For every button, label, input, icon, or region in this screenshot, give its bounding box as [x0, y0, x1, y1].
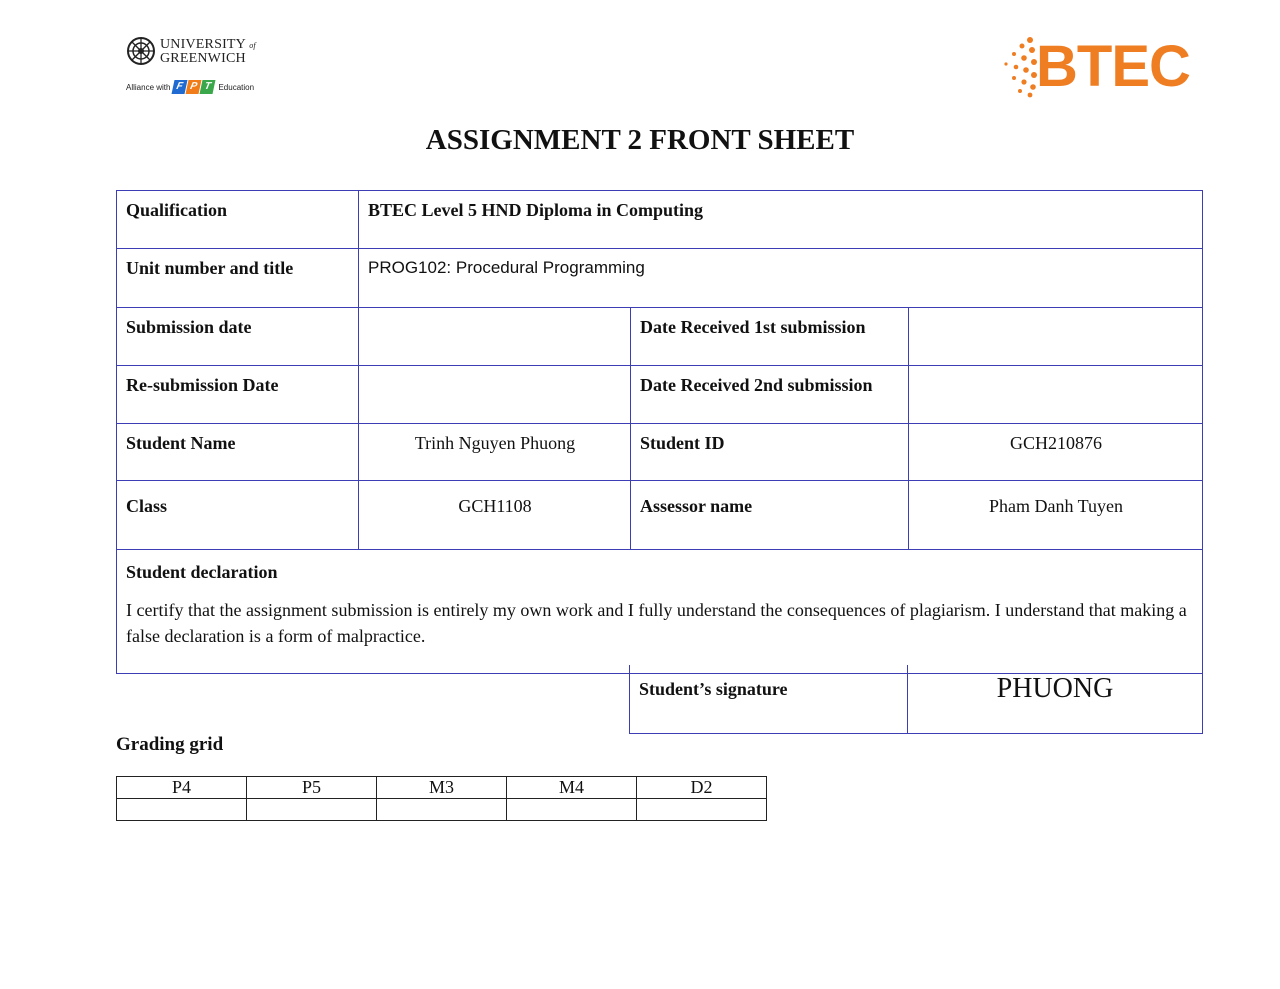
student-id-value: GCH210876: [908, 424, 1202, 480]
assessor-label: Assessor name: [630, 481, 908, 549]
qualification-row: [117, 191, 1202, 248]
grade-value-p5[interactable]: [247, 799, 377, 821]
btec-dots-icon: [1000, 34, 1040, 100]
submission-date-field[interactable]: [358, 308, 630, 365]
resubmission-row: [117, 365, 1202, 423]
alliance-prefix: Alliance with: [126, 82, 171, 92]
grade-header-d2: D2: [637, 777, 767, 799]
resubmission-date-label: Re-submission Date: [126, 375, 279, 395]
fpt-letter-f: F: [172, 80, 188, 94]
grade-value-p4[interactable]: [117, 799, 247, 821]
qualification-value: BTEC Level 5 HND Diploma in Computing: [358, 191, 1202, 248]
greenwich-crest-icon: [126, 36, 156, 66]
alliance-suffix: Education: [218, 82, 255, 92]
date-received-2-field[interactable]: [908, 366, 1202, 423]
university-word: UNIVERSITY: [160, 36, 246, 52]
declaration-cell: [117, 550, 1202, 673]
btec-wordmark: BTEC: [1036, 34, 1190, 99]
grading-grid: [116, 776, 767, 821]
grading-grid-label: Grading grid: [116, 734, 224, 755]
alliance-line: [126, 80, 254, 94]
qualification-label: Qualification: [126, 200, 228, 220]
grade-header-p4: P4: [117, 777, 247, 799]
signature-box: [629, 665, 1203, 734]
fpt-letter-p: P: [186, 80, 202, 94]
btec-logo: [1000, 34, 1196, 100]
date-received-2-label: Date Received 2nd submission: [630, 366, 908, 423]
class-value: GCH1108: [358, 481, 630, 549]
fpt-logo: [173, 80, 215, 94]
declaration-row: [117, 549, 1202, 673]
page-title: ASSIGNMENT 2 FRONT SHEET: [425, 124, 855, 156]
grade-value-m3[interactable]: [377, 799, 507, 821]
greenwich-word: GREENWICH: [160, 50, 246, 66]
student-name-label: Student Name: [126, 433, 236, 453]
grade-value-m4[interactable]: [507, 799, 637, 821]
student-row: [117, 423, 1202, 480]
unit-value: PROG102: Procedural Programming: [358, 249, 1202, 307]
grade-header-m3: M3: [377, 777, 507, 799]
class-row: [117, 480, 1202, 549]
grade-header-p5: P5: [247, 777, 377, 799]
university-of-greenwich-logo: [126, 36, 266, 102]
student-id-label: Student ID: [630, 424, 908, 480]
grade-header-m4: M4: [507, 777, 637, 799]
signature-value[interactable]: PHUONG: [996, 673, 1114, 704]
declaration-text: I certify that the assignment submission is entirely my own work and I fully understand the consequences of plagiarism. I understand that making a false declaration is a form of malpractice.: [126, 600, 1187, 646]
submission-date-label: Submission date: [126, 317, 252, 337]
university-of-word: of: [249, 40, 256, 50]
declaration-heading: Student declaration: [126, 562, 278, 582]
signature-label: Student’s signature: [630, 665, 908, 733]
date-received-1-label: Date Received 1st submission: [630, 308, 908, 365]
grading-value-row: [117, 799, 767, 821]
unit-label: Unit number and title: [126, 258, 294, 278]
fpt-letter-t: T: [200, 80, 216, 94]
front-sheet-table: [116, 190, 1203, 674]
grading-header-row: [117, 777, 767, 799]
submission-row: [117, 307, 1202, 365]
date-received-1-field[interactable]: [908, 308, 1202, 365]
class-label: Class: [126, 496, 168, 516]
grade-value-d2[interactable]: [637, 799, 767, 821]
unit-row: [117, 248, 1202, 307]
resubmission-date-field[interactable]: [358, 366, 630, 423]
student-name-value: Trinh Nguyen Phuong: [358, 424, 630, 480]
assessor-value: Pham Danh Tuyen: [908, 481, 1202, 549]
